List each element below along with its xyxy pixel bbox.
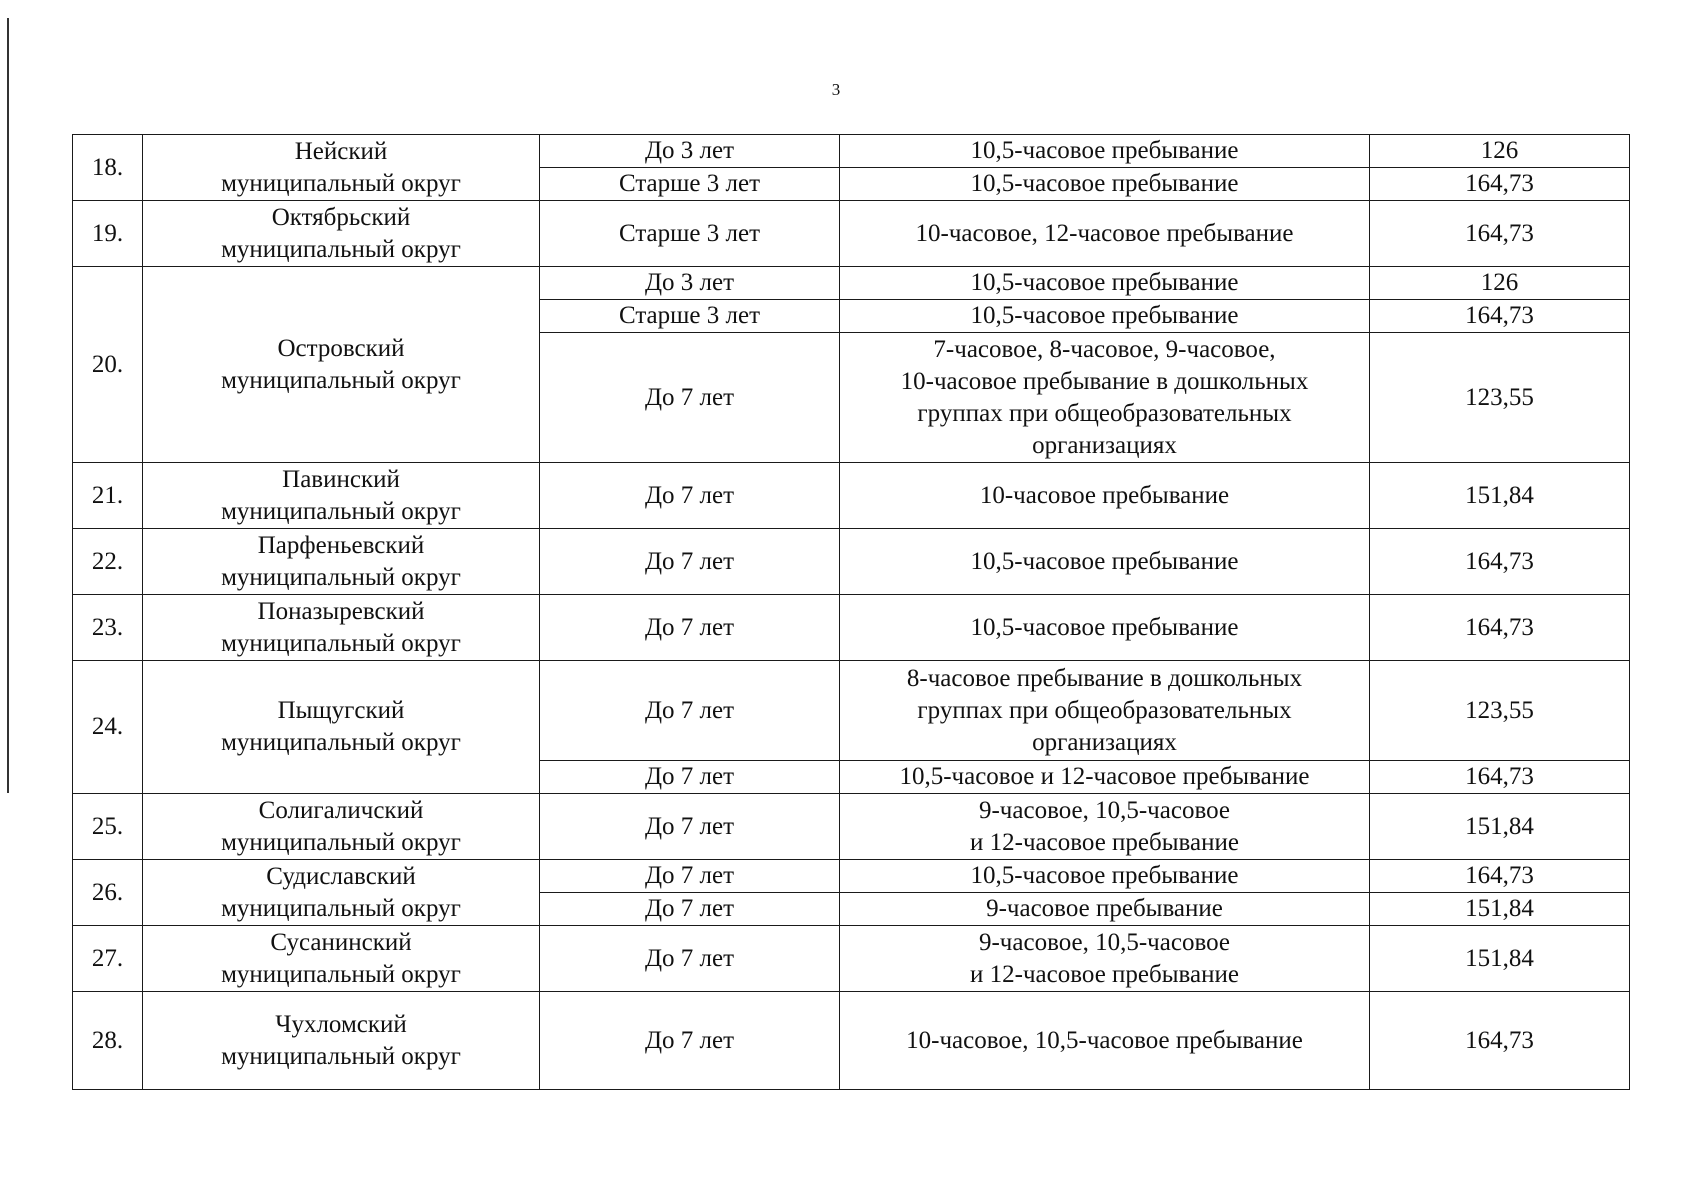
age-group: Старше 3 лет bbox=[540, 300, 840, 333]
cost-value: 164,73 bbox=[1370, 860, 1630, 893]
stay-mode: 10,5-часовое пребывание bbox=[840, 135, 1370, 168]
row-number: 21. bbox=[73, 463, 143, 529]
district-name: Нейский муниципальный округ bbox=[143, 135, 540, 201]
binding-edge-line bbox=[7, 18, 9, 793]
district-name: Сусанинский муниципальный округ bbox=[143, 926, 540, 992]
stay-mode: 10,5-часовое пребывание bbox=[840, 860, 1370, 893]
cost-value: 164,73 bbox=[1370, 300, 1630, 333]
cost-value: 164,73 bbox=[1370, 168, 1630, 201]
stay-mode: 9-часовое пребывание bbox=[840, 893, 1370, 926]
cost-value: 151,84 bbox=[1370, 926, 1630, 992]
district-name: Островский муниципальный округ bbox=[143, 267, 540, 463]
district-name: Чухломский муниципальный округ bbox=[143, 992, 540, 1090]
cost-value: 126 bbox=[1370, 267, 1630, 300]
cost-value: 123,55 bbox=[1370, 333, 1630, 463]
row-number: 28. bbox=[73, 992, 143, 1090]
table-row bbox=[73, 135, 1630, 168]
cost-value: 151,84 bbox=[1370, 794, 1630, 860]
row-number: 26. bbox=[73, 860, 143, 926]
stay-mode: 9-часовое, 10,5-часовое и 12-часовое пребывание bbox=[840, 794, 1370, 860]
page-number: 3 bbox=[831, 80, 841, 99]
age-group: До 7 лет bbox=[540, 595, 840, 661]
district-name: Поназыревский муниципальный округ bbox=[143, 595, 540, 661]
stay-mode: 10-часовое, 10,5-часовое пребывание bbox=[840, 992, 1370, 1090]
stay-mode: 10,5-часовое и 12-часовое пребывание bbox=[840, 761, 1370, 794]
district-name: Пыщугский муниципальный округ bbox=[143, 661, 540, 794]
stay-mode: 9-часовое, 10,5-часовое и 12-часовое пребывание bbox=[840, 926, 1370, 992]
age-group: До 7 лет bbox=[540, 463, 840, 529]
stay-mode: 7-часовое, 8-часовое, 9-часовое, 10-часовое пребывание в дошкольных группах при общеобразовательных организациях bbox=[840, 333, 1370, 463]
age-group: До 3 лет bbox=[540, 267, 840, 300]
row-number: 20. bbox=[73, 267, 143, 463]
age-group: До 7 лет bbox=[540, 794, 840, 860]
row-number: 22. bbox=[73, 529, 143, 595]
stay-mode: 8-часовое пребывание в дошкольных группах при общеобразовательных организациях bbox=[840, 661, 1370, 761]
table-row bbox=[73, 992, 1630, 1090]
cost-value: 164,73 bbox=[1370, 529, 1630, 595]
stay-mode: 10,5-часовое пребывание bbox=[840, 595, 1370, 661]
row-number: 24. bbox=[73, 661, 143, 794]
cost-value: 164,73 bbox=[1370, 761, 1630, 794]
stay-mode: 10-часовое, 12-часовое пребывание bbox=[840, 201, 1370, 267]
age-group: До 7 лет bbox=[540, 893, 840, 926]
age-group: До 7 лет bbox=[540, 761, 840, 794]
cost-value: 126 bbox=[1370, 135, 1630, 168]
age-group: До 7 лет bbox=[540, 333, 840, 463]
cost-value: 151,84 bbox=[1370, 893, 1630, 926]
tariff-table bbox=[72, 134, 1630, 1090]
age-group: Старше 3 лет bbox=[540, 201, 840, 267]
age-group: До 7 лет bbox=[540, 860, 840, 893]
age-group: До 7 лет bbox=[540, 926, 840, 992]
table-row bbox=[73, 794, 1630, 860]
stay-mode: 10,5-часовое пребывание bbox=[840, 529, 1370, 595]
table-row bbox=[73, 201, 1630, 267]
table-row bbox=[73, 529, 1630, 595]
district-name: Октябрьский муниципальный округ bbox=[143, 201, 540, 267]
table-row bbox=[73, 595, 1630, 661]
table-row bbox=[73, 926, 1630, 992]
row-number: 25. bbox=[73, 794, 143, 860]
age-group: До 7 лет bbox=[540, 661, 840, 761]
stay-mode: 10,5-часовое пребывание bbox=[840, 267, 1370, 300]
stay-mode: 10,5-часовое пребывание bbox=[840, 168, 1370, 201]
stay-mode: 10-часовое пребывание bbox=[840, 463, 1370, 529]
district-name: Судиславский муниципальный округ bbox=[143, 860, 540, 926]
district-name: Парфеньевский муниципальный округ bbox=[143, 529, 540, 595]
cost-value: 123,55 bbox=[1370, 661, 1630, 761]
cost-value: 164,73 bbox=[1370, 595, 1630, 661]
cost-value: 151,84 bbox=[1370, 463, 1630, 529]
age-group: До 3 лет bbox=[540, 135, 840, 168]
cost-value: 164,73 bbox=[1370, 201, 1630, 267]
age-group: До 7 лет bbox=[540, 529, 840, 595]
age-group: До 7 лет bbox=[540, 992, 840, 1090]
row-number: 23. bbox=[73, 595, 143, 661]
stay-mode: 10,5-часовое пребывание bbox=[840, 300, 1370, 333]
district-name: Солигаличский муниципальный округ bbox=[143, 794, 540, 860]
cost-value: 164,73 bbox=[1370, 992, 1630, 1090]
row-number: 18. bbox=[73, 135, 143, 201]
age-group: Старше 3 лет bbox=[540, 168, 840, 201]
table-row bbox=[73, 860, 1630, 893]
table-row bbox=[73, 463, 1630, 529]
row-number: 27. bbox=[73, 926, 143, 992]
table-row bbox=[73, 267, 1630, 300]
district-name: Павинский муниципальный округ bbox=[143, 463, 540, 529]
row-number: 19. bbox=[73, 201, 143, 267]
table-row bbox=[73, 661, 1630, 761]
